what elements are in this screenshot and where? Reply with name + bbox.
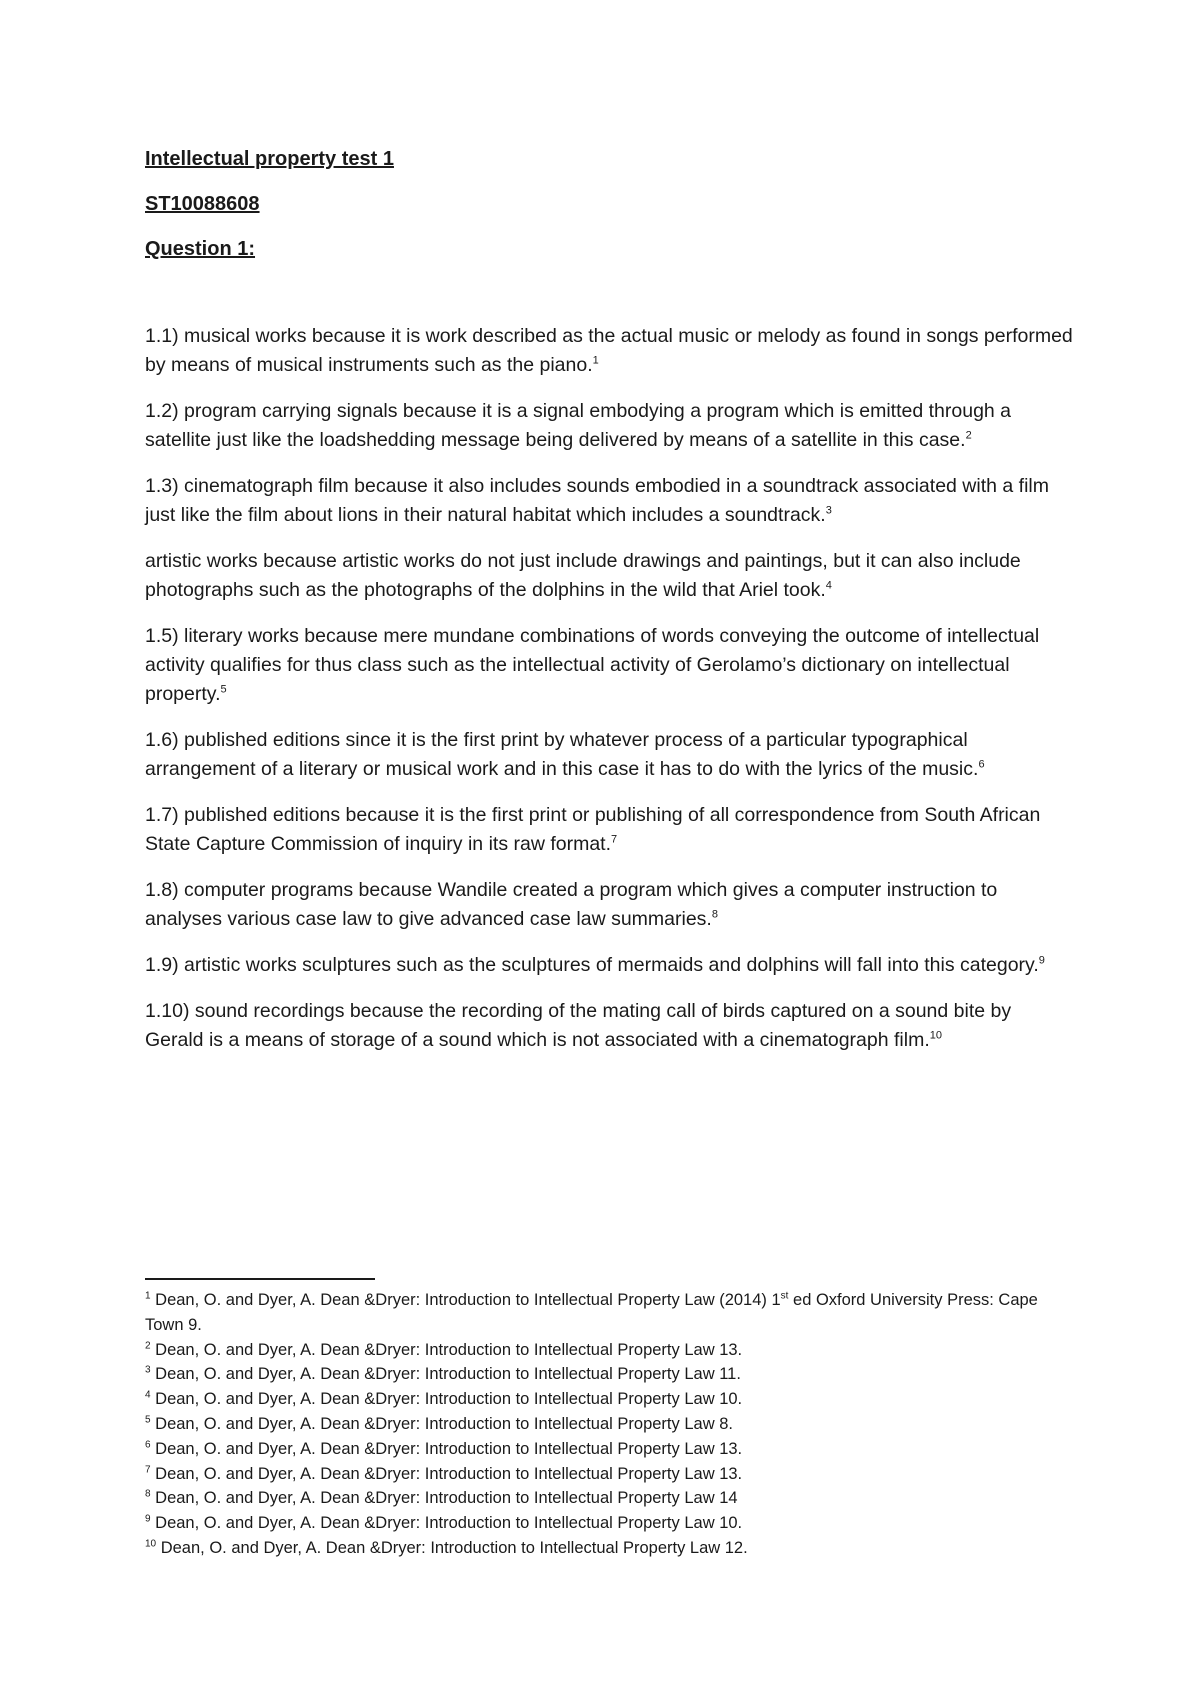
- document-body: [145, 146, 1075, 1072]
- footnote-number: 3: [145, 1364, 151, 1376]
- footnote-ref[interactable]: 9: [1038, 954, 1045, 967]
- answer-text: 1.2) program carrying signals because it is a signal embodying a program which is emitted through a satellite just like the loadshedding message being delivered by means of a satellite in this case.: [145, 400, 1012, 451]
- answer-paragraph: [145, 997, 1075, 1055]
- footnote: [145, 1288, 1075, 1338]
- footnote: [145, 1362, 1075, 1387]
- answer-paragraph: [145, 472, 1075, 530]
- footnote-number: 9: [145, 1513, 151, 1525]
- footnote-ref[interactable]: 7: [611, 833, 618, 846]
- answer-text: 1.5) literary works because mere mundane combinations of words conveying the outcome of intellectual activity qualifies for thus class such as the intellectual activity of Gerolamo’s dictionary on intellectual property.: [145, 625, 1040, 705]
- footnote: [145, 1511, 1075, 1536]
- answer-paragraph: [145, 322, 1075, 380]
- footnote-ref[interactable]: 4: [825, 579, 832, 592]
- footnote-separator: [145, 1278, 375, 1280]
- footnote-number: 5: [145, 1414, 151, 1426]
- footnote-number: 2: [145, 1340, 151, 1352]
- footnote-number: 1: [145, 1290, 151, 1302]
- footnote-ref[interactable]: 5: [220, 683, 227, 696]
- footnotes-section: [145, 1278, 1075, 1561]
- answer-paragraph: [145, 951, 1075, 980]
- footnote-text: Dean, O. and Dyer, A. Dean &Dryer: Introduction to Intellectual Property Law 13.: [155, 1340, 743, 1359]
- question-heading: Question 1:: [145, 238, 256, 260]
- footnote-ref[interactable]: 2: [965, 429, 972, 442]
- footnote: [145, 1462, 1075, 1487]
- answer-text: artistic works because artistic works do not just include drawings and paintings, but it can also include photographs such as the photographs of the dolphins in the wild that Ariel took.: [145, 550, 1021, 601]
- footnote: [145, 1338, 1075, 1363]
- answer-list: [145, 322, 1075, 1055]
- footnote: [145, 1387, 1075, 1412]
- document-title: Intellectual property test 1: [145, 148, 394, 170]
- answer-text: 1.6) published editions since it is the first print by whatever process of a particular typographical arrangement of a literary or musical work and in this case it has to do with the lyrics of the music.: [145, 729, 979, 780]
- footnote-ordinal: st: [780, 1290, 789, 1302]
- footnote-number: 10: [145, 1538, 157, 1550]
- footnote-text: Dean, O. and Dyer, A. Dean &Dryer: Introduction to Intellectual Property Law 10.: [155, 1514, 743, 1533]
- student-number: ST10088608: [145, 193, 260, 215]
- footnote-ref[interactable]: 6: [978, 758, 985, 771]
- footnote: [145, 1536, 1075, 1561]
- footnote-ref[interactable]: 3: [825, 504, 832, 517]
- footnote-ref[interactable]: 8: [711, 908, 718, 921]
- footnote-text: Dean, O. and Dyer, A. Dean &Dryer: Introduction to Intellectual Property Law 8.: [155, 1414, 733, 1433]
- answer-paragraph: [145, 547, 1075, 605]
- answer-text: 1.3) cinematograph film because it also includes sounds embodied in a soundtrack associated with a film just like the film about lions in their natural habitat which includes a soundtrack.: [145, 475, 1049, 526]
- answer-paragraph: [145, 622, 1075, 709]
- footnote-text: Dean, O. and Dyer, A. Dean &Dryer: Introduction to Intellectual Property Law 13.: [155, 1439, 743, 1458]
- footnote-text: Dean, O. and Dyer, A. Dean &Dryer: Introduction to Intellectual Property Law (2014) 1: [155, 1291, 781, 1309]
- footnote-text: Dean, O. and Dyer, A. Dean &Dryer: Introduction to Intellectual Property Law 14: [155, 1489, 738, 1508]
- answer-paragraph: [145, 397, 1075, 455]
- footnote-number: 4: [145, 1389, 151, 1401]
- footnote: [145, 1437, 1075, 1462]
- answer-paragraph: [145, 801, 1075, 859]
- footnote-text: Dean, O. and Dyer, A. Dean &Dryer: Introduction to Intellectual Property Law 12.: [160, 1538, 748, 1557]
- footnote-ref[interactable]: 10: [929, 1029, 942, 1042]
- answer-text: 1.1) musical works because it is work described as the actual music or melody as found in songs performed by means of musical instruments such as the piano.: [145, 325, 1073, 376]
- answer-text: 1.9) artistic works sculptures such as the sculptures of mermaids and dolphins will fall into this category.: [145, 954, 1039, 976]
- footnote-ref[interactable]: 1: [592, 354, 599, 367]
- footnote-text: Dean, O. and Dyer, A. Dean &Dryer: Introduction to Intellectual Property Law 10.: [155, 1390, 743, 1409]
- footnote-number: 6: [145, 1439, 151, 1451]
- footnote: [145, 1412, 1075, 1437]
- footnote-text-tail: ed Oxford University Press: Cape Town 9.: [145, 1291, 1038, 1334]
- footnote-number: 7: [145, 1464, 151, 1476]
- answer-text: 1.7) published editions because it is the first print or publishing of all correspondence from South African State Capture Commission of inquiry in its raw format.: [145, 804, 1041, 855]
- answer-text: 1.8) computer programs because Wandile created a program which gives a computer instruction to analyses various case law to give advanced case law summaries.: [145, 879, 998, 930]
- footnote: [145, 1486, 1075, 1511]
- footnote-text: Dean, O. and Dyer, A. Dean &Dryer: Introduction to Intellectual Property Law 11.: [155, 1365, 741, 1384]
- answer-text: 1.10) sound recordings because the recording of the mating call of birds captured on a sound bite by Gerald is a means of storage of a sound which is not associated with a cinematograph film.: [145, 1000, 1012, 1051]
- answer-paragraph: [145, 726, 1075, 784]
- answer-paragraph: [145, 876, 1075, 934]
- footnote-number: 8: [145, 1488, 151, 1500]
- footnote-text: Dean, O. and Dyer, A. Dean &Dryer: Introduction to Intellectual Property Law 13.: [155, 1464, 743, 1483]
